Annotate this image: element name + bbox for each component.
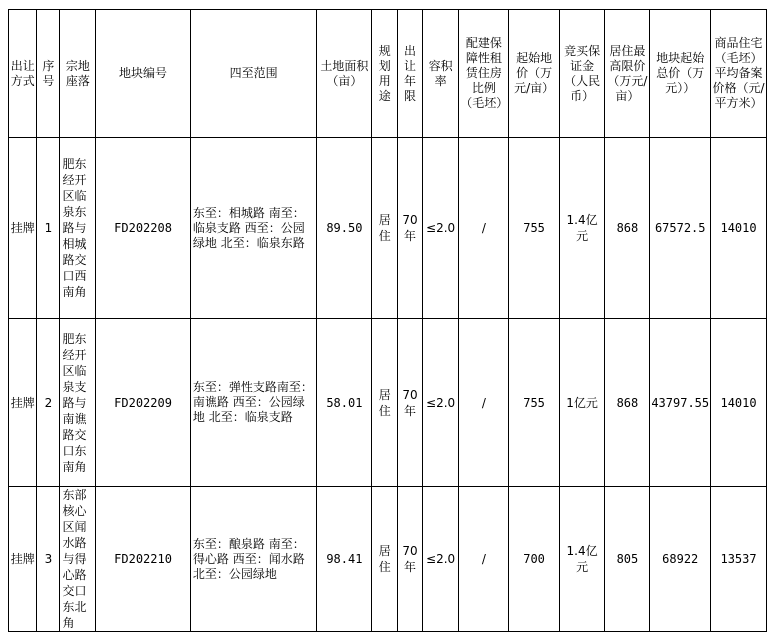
cell-term: 70年 [398, 138, 423, 319]
header-row [9, 10, 767, 138]
cell-method: 挂牌 [9, 138, 37, 319]
cell-use: 居住 [372, 487, 398, 632]
cell-total-price: 43797.55 [650, 319, 711, 487]
cell-location: 东部核心区闻水路与得心路交口东北角 [60, 487, 96, 632]
cell-boundary: 东至：相城路 南至：临泉支路 西至：公园绿地 北至：临泉东路 [190, 138, 316, 319]
cell-far: ≤2.0 [422, 138, 458, 319]
cell-max-price: 868 [605, 319, 650, 487]
cell-location: 肥东经开区临泉东路与相城路交口西南角 [60, 138, 96, 319]
cell-area: 58.01 [317, 319, 372, 487]
cell-term: 70年 [398, 487, 423, 632]
cell-house-price: 14010 [711, 319, 767, 487]
header-deposit: 竞买保证金（人民币） [559, 10, 605, 138]
cell-start-price: 755 [509, 138, 559, 319]
cell-total-price: 67572.5 [650, 138, 711, 319]
header-use: 规划用途 [372, 10, 398, 138]
header-location: 宗地座落 [60, 10, 96, 138]
cell-plot-no: FD202210 [96, 487, 191, 632]
cell-seq: 2 [37, 319, 60, 487]
cell-term: 70年 [398, 319, 423, 487]
land-auction-table [8, 9, 767, 632]
header-total-price: 地块起始总价（万元）） [650, 10, 711, 138]
table-row [9, 319, 767, 487]
cell-start-price: 755 [509, 319, 559, 487]
cell-use: 居住 [372, 138, 398, 319]
cell-deposit: 1亿元 [559, 319, 605, 487]
header-method: 出让方式 [9, 10, 37, 138]
header-house-price: 商品住宅（毛坯）平均备案价格（元/平方米） [711, 10, 767, 138]
cell-start-price: 700 [509, 487, 559, 632]
cell-deposit: 1.4亿元 [559, 487, 605, 632]
cell-area: 89.50 [317, 138, 372, 319]
cell-area: 98.41 [317, 487, 372, 632]
table-row [9, 138, 767, 319]
header-term: 出让年限 [398, 10, 423, 138]
cell-rental-ratio: / [459, 319, 509, 487]
cell-far: ≤2.0 [422, 319, 458, 487]
header-far: 容积率 [422, 10, 458, 138]
cell-boundary: 东至：酿泉路 南至：得心路 西至：闻水路 北至：公园绿地 [190, 487, 316, 632]
cell-rental-ratio: / [459, 138, 509, 319]
cell-max-price: 868 [605, 138, 650, 319]
cell-location: 肥东经开区临泉支路与南谯路交口东南角 [60, 319, 96, 487]
cell-deposit: 1.4亿元 [559, 138, 605, 319]
cell-seq: 3 [37, 487, 60, 632]
header-max-price: 居住最高限价（万元/亩） [605, 10, 650, 138]
cell-plot-no: FD202209 [96, 319, 191, 487]
header-boundary: 四至范围 [190, 10, 316, 138]
cell-use: 居住 [372, 319, 398, 487]
cell-method: 挂牌 [9, 487, 37, 632]
cell-house-price: 13537 [711, 487, 767, 632]
header-area: 土地面积（亩） [317, 10, 372, 138]
cell-max-price: 805 [605, 487, 650, 632]
cell-total-price: 68922 [650, 487, 711, 632]
table-row [9, 487, 767, 632]
cell-house-price: 14010 [711, 138, 767, 319]
cell-seq: 1 [37, 138, 60, 319]
header-rental-ratio: 配建保障性租赁住房比例（毛坯） [459, 10, 509, 138]
header-start-price: 起始地价（万元/亩） [509, 10, 559, 138]
cell-method: 挂牌 [9, 319, 37, 487]
cell-plot-no: FD202208 [96, 138, 191, 319]
cell-rental-ratio: / [459, 487, 509, 632]
header-plot-no: 地块编号 [96, 10, 191, 138]
header-seq: 序号 [37, 10, 60, 138]
cell-boundary: 东至：弹性支路南至：南谯路 西至：公园绿地 北至：临泉支路 [190, 319, 316, 487]
cell-far: ≤2.0 [422, 487, 458, 632]
